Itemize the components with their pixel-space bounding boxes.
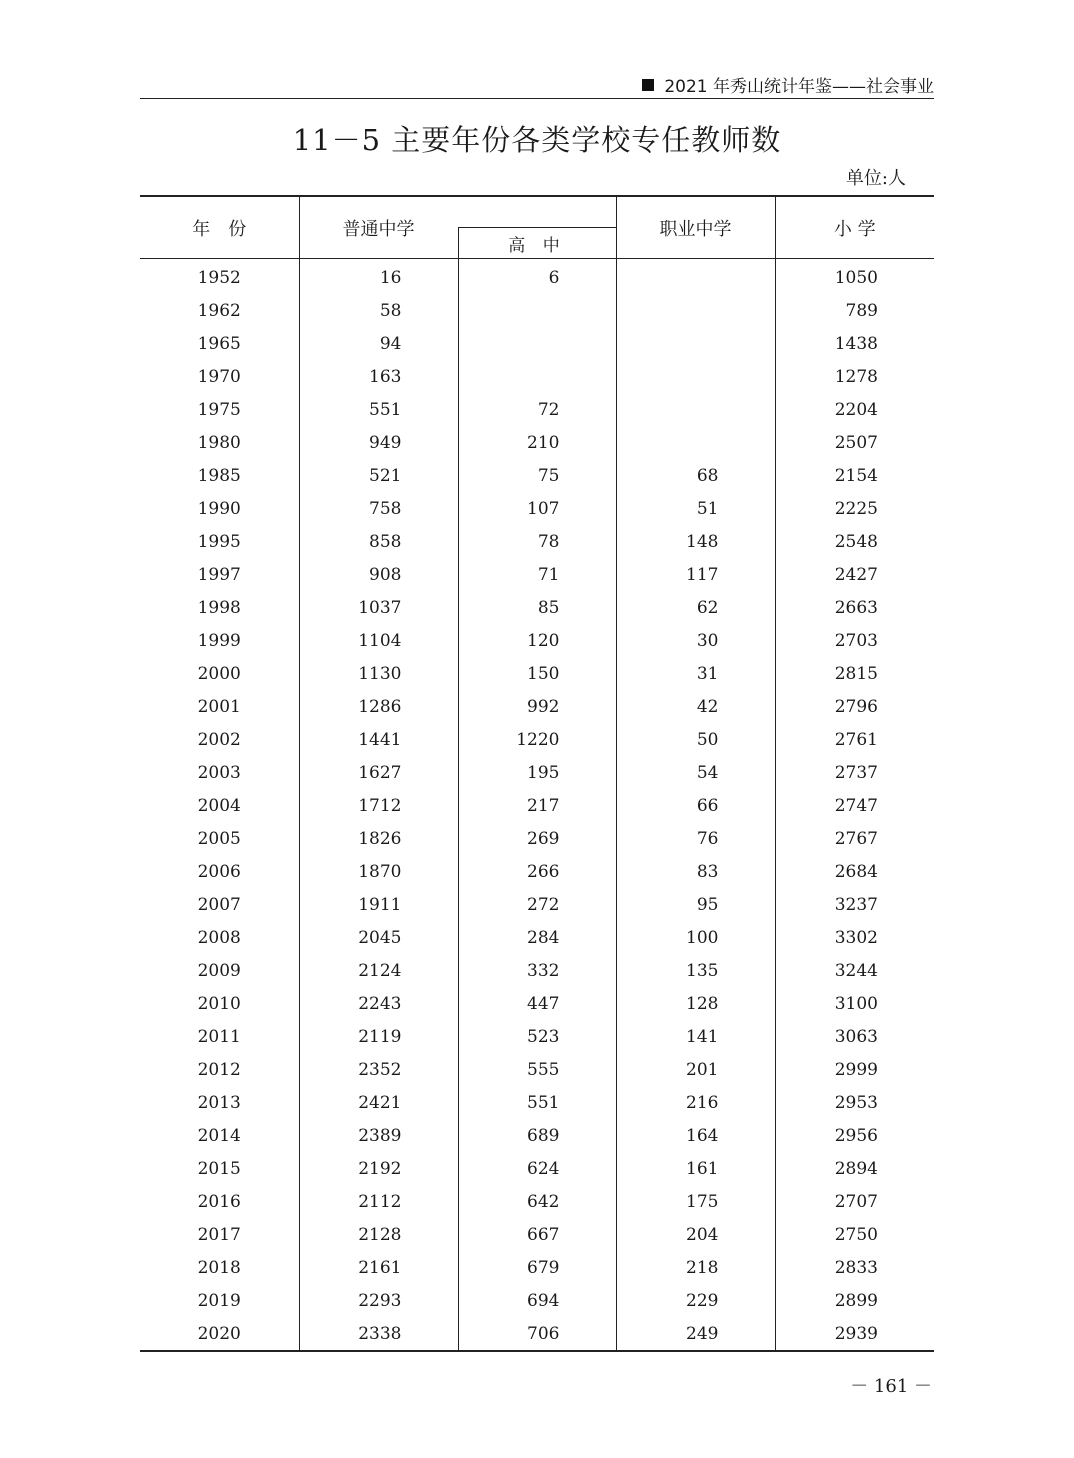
header-regular-middle: 普通中学 [299,196,458,259]
table-row [140,1251,934,1284]
cell-high-school: 266 [458,855,616,888]
table-row [140,426,934,459]
header-primary: 小 学 [775,196,934,259]
table-body [140,259,934,1352]
cell-regular-middle: 2243 [299,987,458,1020]
table-row [140,393,934,426]
table-row [140,987,934,1020]
cell-regular-middle: 1286 [299,690,458,723]
cell-primary: 2747 [775,789,934,822]
cell-high-school: 120 [458,624,616,657]
table-row [140,1284,934,1317]
cell-vocational: 141 [616,1020,775,1053]
cell-primary: 1050 [775,259,934,295]
cell-year: 2002 [197,729,241,750]
cell-high-school: 992 [458,690,616,723]
table-row [140,1053,934,1086]
cell-high-school: 332 [458,954,616,987]
cell-year: 1965 [197,333,241,354]
table-row [140,558,934,591]
cell-primary: 2833 [775,1251,934,1284]
cell-year: 1980 [197,432,241,453]
cell-regular-middle: 1627 [299,756,458,789]
black-square-icon [642,79,654,91]
cell-year: 2020 [140,1317,299,1351]
cell-primary: 3237 [775,888,934,921]
header-year: 年 份 [140,196,299,259]
table-row [140,259,934,295]
cell-regular-middle: 1870 [299,855,458,888]
cell-regular-middle: 2192 [299,1152,458,1185]
cell-year: 1998 [197,597,241,618]
cell-vocational: 66 [616,789,775,822]
cell-year: 2007 [197,894,241,915]
cell-vocational: 161 [616,1152,775,1185]
cell-primary: 2815 [775,657,934,690]
cell-primary: 1278 [775,360,934,393]
cell-high-school: 689 [458,1119,616,1152]
cell-vocational: 229 [616,1284,775,1317]
cell-vocational: 54 [616,756,775,789]
cell-year: 2013 [197,1092,241,1113]
cell-regular-middle: 2124 [299,954,458,987]
cell-vocational [616,294,775,327]
cell-vocational: 117 [616,558,775,591]
cell-regular-middle: 1712 [299,789,458,822]
cell-high-school: 694 [458,1284,616,1317]
cell-year: 2010 [197,993,241,1014]
cell-vocational: 95 [616,888,775,921]
cell-regular-middle: 2293 [299,1284,458,1317]
cell-year: 1962 [197,300,241,321]
cell-year: 1975 [197,399,241,420]
cell-high-school [458,327,616,360]
table-row [140,855,934,888]
cell-primary: 2548 [775,525,934,558]
cell-regular-middle: 1037 [299,591,458,624]
cell-year: 2016 [197,1191,241,1212]
cell-regular-middle: 2389 [299,1119,458,1152]
cell-high-school: 284 [458,921,616,954]
cell-vocational: 204 [616,1218,775,1251]
cell-primary: 2796 [775,690,934,723]
table-row [140,723,934,756]
cell-year: 2000 [197,663,241,684]
cell-year: 2011 [197,1026,241,1047]
cell-vocational: 100 [616,921,775,954]
cell-primary: 2956 [775,1119,934,1152]
table-row [140,1086,934,1119]
cell-year: 1997 [197,564,241,585]
cell-vocational [616,259,775,295]
cell-regular-middle: 1130 [299,657,458,690]
table-row [140,525,934,558]
cell-vocational: 128 [616,987,775,1020]
table-row [140,822,934,855]
cell-vocational: 31 [616,657,775,690]
cell-vocational: 249 [616,1317,775,1351]
cell-year: 1995 [197,531,241,552]
table-row [140,591,934,624]
header-vocational: 职业中学 [616,196,775,259]
cell-high-school: 6 [458,259,616,295]
cell-regular-middle: 2338 [299,1317,458,1351]
cell-vocational: 216 [616,1086,775,1119]
cell-high-school: 269 [458,822,616,855]
cell-high-school: 272 [458,888,616,921]
table-row [140,1119,934,1152]
cell-year: 1985 [197,465,241,486]
cell-vocational: 135 [616,954,775,987]
cell-regular-middle: 2045 [299,921,458,954]
cell-year: 2015 [197,1158,241,1179]
cell-year: 1999 [197,630,241,651]
teachers-table [140,195,934,1352]
cell-year: 2004 [197,795,241,816]
cell-high-school: 706 [458,1317,616,1351]
statistics-table-wrap [140,195,934,1352]
cell-year: 2006 [197,861,241,882]
page-title: 11－5 主要年份各类学校专任教师数 [292,123,782,157]
cell-year: 1952 [197,267,241,288]
cell-high-school [458,294,616,327]
cell-primary: 2894 [775,1152,934,1185]
header-high-school: 高 中 [458,228,616,259]
cell-high-school: 72 [458,393,616,426]
cell-high-school: 71 [458,558,616,591]
cell-vocational: 68 [616,459,775,492]
cell-year: 1970 [197,366,241,387]
cell-regular-middle: 521 [299,459,458,492]
cell-vocational [616,426,775,459]
running-header-text-wrap [642,72,934,97]
cell-regular-middle: 2128 [299,1218,458,1251]
cell-high-school: 642 [458,1185,616,1218]
cell-regular-middle: 2119 [299,1020,458,1053]
cell-regular-middle: 58 [299,294,458,327]
cell-high-school: 555 [458,1053,616,1086]
cell-primary: 2767 [775,822,934,855]
table-row [140,492,934,525]
cell-vocational: 30 [616,624,775,657]
cell-vocational: 62 [616,591,775,624]
table-row [140,789,934,822]
header-blank [458,196,616,228]
cell-regular-middle: 2112 [299,1185,458,1218]
cell-regular-middle: 1911 [299,888,458,921]
cell-vocational: 50 [616,723,775,756]
cell-vocational: 148 [616,525,775,558]
table-row [140,1317,934,1351]
cell-primary: 2999 [775,1053,934,1086]
cell-regular-middle: 163 [299,360,458,393]
cell-high-school: 150 [458,657,616,690]
cell-primary: 3302 [775,921,934,954]
cell-vocational [616,327,775,360]
table-row [140,690,934,723]
cell-high-school: 107 [458,492,616,525]
cell-high-school [458,360,616,393]
cell-primary: 2707 [775,1185,934,1218]
table-row [140,459,934,492]
table-row [140,1218,934,1251]
cell-vocational: 175 [616,1185,775,1218]
cell-primary: 2154 [775,459,934,492]
cell-high-school: 195 [458,756,616,789]
table-row [140,954,934,987]
unit-label: 单位:人 [845,168,906,189]
cell-primary: 2899 [775,1284,934,1317]
cell-year: 2008 [197,927,241,948]
cell-high-school: 210 [458,426,616,459]
table-row [140,921,934,954]
table-header [140,196,934,259]
cell-primary: 1438 [775,327,934,360]
table-row [140,756,934,789]
cell-primary: 2663 [775,591,934,624]
cell-year: 1990 [197,498,241,519]
table-row [140,1185,934,1218]
cell-primary: 2507 [775,426,934,459]
cell-primary: 3100 [775,987,934,1020]
cell-primary: 2953 [775,1086,934,1119]
cell-year: 2018 [197,1257,241,1278]
cell-high-school: 85 [458,591,616,624]
cell-primary: 2737 [775,756,934,789]
table-row [140,888,934,921]
cell-regular-middle: 16 [299,259,458,295]
cell-regular-middle: 2161 [299,1251,458,1284]
cell-regular-middle: 2421 [299,1086,458,1119]
cell-regular-middle: 94 [299,327,458,360]
cell-primary: 3063 [775,1020,934,1053]
cell-vocational [616,393,775,426]
cell-regular-middle: 2352 [299,1053,458,1086]
cell-high-school: 624 [458,1152,616,1185]
cell-primary: 2750 [775,1218,934,1251]
cell-high-school: 523 [458,1020,616,1053]
table-row [140,657,934,690]
cell-high-school: 1220 [458,723,616,756]
cell-vocational: 51 [616,492,775,525]
cell-high-school: 679 [458,1251,616,1284]
cell-vocational [616,360,775,393]
cell-vocational: 83 [616,855,775,888]
cell-high-school: 75 [458,459,616,492]
page-number: － 161 － [850,1376,932,1397]
cell-high-school: 667 [458,1218,616,1251]
cell-regular-middle: 1441 [299,723,458,756]
running-header-label: 2021 年秀山统计年鉴——社会事业 [664,77,934,97]
cell-primary: 2225 [775,492,934,525]
table-row [140,624,934,657]
cell-primary: 3244 [775,954,934,987]
cell-primary: 2204 [775,393,934,426]
cell-vocational: 76 [616,822,775,855]
cell-primary: 2684 [775,855,934,888]
table-row [140,327,934,360]
cell-year: 2003 [197,762,241,783]
cell-year: 2014 [197,1125,241,1146]
cell-vocational: 164 [616,1119,775,1152]
table-row [140,1152,934,1185]
table-row [140,294,934,327]
cell-year: 2019 [197,1290,241,1311]
cell-regular-middle: 1826 [299,822,458,855]
cell-vocational: 201 [616,1053,775,1086]
cell-primary: 789 [775,294,934,327]
cell-regular-middle: 758 [299,492,458,525]
cell-high-school: 447 [458,987,616,1020]
cell-regular-middle: 949 [299,426,458,459]
cell-primary: 2427 [775,558,934,591]
cell-high-school: 217 [458,789,616,822]
cell-high-school: 551 [458,1086,616,1119]
cell-vocational: 218 [616,1251,775,1284]
running-header [140,70,934,99]
cell-primary: 2761 [775,723,934,756]
table-row [140,360,934,393]
cell-regular-middle: 551 [299,393,458,426]
cell-year: 2001 [197,696,241,717]
cell-year: 2017 [197,1224,241,1245]
cell-primary: 2703 [775,624,934,657]
cell-regular-middle: 1104 [299,624,458,657]
cell-year: 2005 [197,828,241,849]
cell-year: 2009 [197,960,241,981]
cell-primary: 2939 [775,1317,934,1351]
cell-high-school: 78 [458,525,616,558]
cell-regular-middle: 858 [299,525,458,558]
cell-year: 2012 [197,1059,241,1080]
cell-regular-middle: 908 [299,558,458,591]
table-row [140,1020,934,1053]
cell-vocational: 42 [616,690,775,723]
